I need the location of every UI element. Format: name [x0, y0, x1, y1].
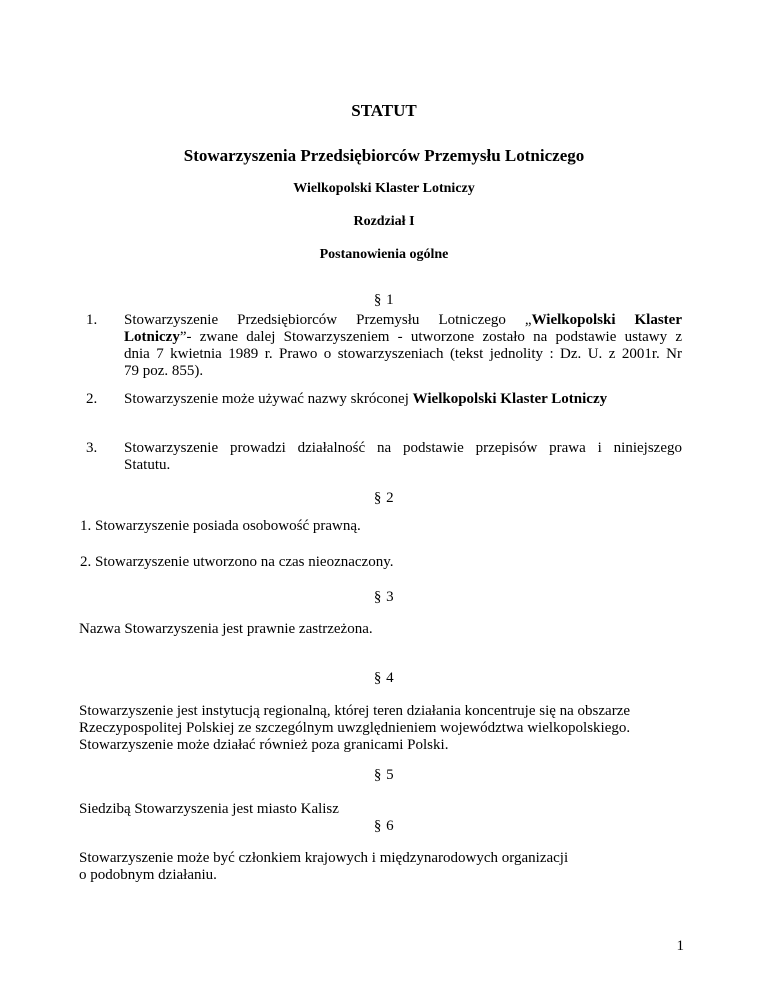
short-name-inline: Wielkopolski Klaster Lotniczy	[412, 391, 608, 407]
cluster-name: Wielkopolski Klaster Lotniczy	[293, 181, 475, 196]
s1-item-1-line-1	[124, 312, 682, 329]
s1-item-2-text-plain: Stowarzyszenie może używać nazwy skróconej	[124, 391, 413, 407]
s1-item-2-number: 2.	[86, 391, 98, 407]
s4-line-3: Stowarzyszenie może działać również poza granicami Polski.	[79, 737, 449, 753]
cluster-name-inline: Wielkopolski Klaster	[531, 312, 682, 328]
s1-item-1-line-2	[124, 329, 682, 346]
s1-item-1-line-4: 79 poz. 855).	[124, 363, 204, 379]
s1-item-1-text: Stowarzyszenie Przedsiębiorców Przemysłu Lotniczego „	[124, 312, 532, 328]
section-3-heading: § 3	[373, 589, 395, 605]
chapter-heading: Rozdział I	[353, 214, 415, 229]
s1-item-1-number: 1.	[86, 312, 98, 328]
document-subtitle: Stowarzyszenia Przedsiębiorców Przemysłu Lotniczego	[183, 146, 585, 165]
s2-item-2: 2. Stowarzyszenie utworzono na czas nieoznaczony.	[80, 554, 394, 570]
chapter-title: Postanowienia ogólne	[319, 247, 449, 262]
section-6-heading: § 6	[373, 818, 395, 834]
section-4-heading: § 4	[373, 670, 395, 686]
section-1-heading: § 1	[373, 292, 395, 308]
cluster-name-inline-cont: Lotniczy	[124, 329, 180, 345]
document-title: STATUT	[351, 101, 417, 120]
s2-item-1: 1. Stowarzyszenie posiada osobowość prawną.	[80, 518, 361, 534]
s1-item-1-text-cont: ”- zwane dalej Stowarzyszeniem - utworzone zostało na podstawie ustawy z	[179, 329, 682, 345]
page-number: 1	[676, 938, 684, 954]
s1-item-2-text	[124, 391, 682, 408]
s5-text: Siedzibą Stowarzyszenia jest miasto Kalisz	[79, 801, 339, 817]
section-2-heading: § 2	[373, 490, 395, 506]
section-5-heading: § 5	[373, 767, 395, 783]
s3-text: Nazwa Stowarzyszenia jest prawnie zastrzeżona.	[79, 621, 373, 637]
s1-item-1-line-3: dnia 7 kwietnia 1989 r. Prawo o stowarzyszeniach (tekst jednolity : Dz. U. z 2001r. Nr	[124, 346, 682, 362]
s4-line-1: Stowarzyszenie jest instytucją regionalną, której teren działania koncentruje się na obszarze	[79, 703, 631, 719]
s6-line-1: Stowarzyszenie może być członkiem krajowych i międzynarodowych organizacji	[79, 850, 569, 866]
s1-item-3-line-1: Stowarzyszenie prowadzi działalność na podstawie przepisów prawa i niniejszego	[124, 440, 682, 456]
s6-line-2: o podobnym działaniu.	[79, 867, 217, 883]
s1-item-3-line-2: Statutu.	[124, 457, 171, 473]
s4-line-2: Rzeczypospolitej Polskiej ze szczególnym uwzględnieniem województwa wielkopolskiego.	[79, 720, 631, 736]
s1-item-3-number: 3.	[86, 440, 98, 456]
